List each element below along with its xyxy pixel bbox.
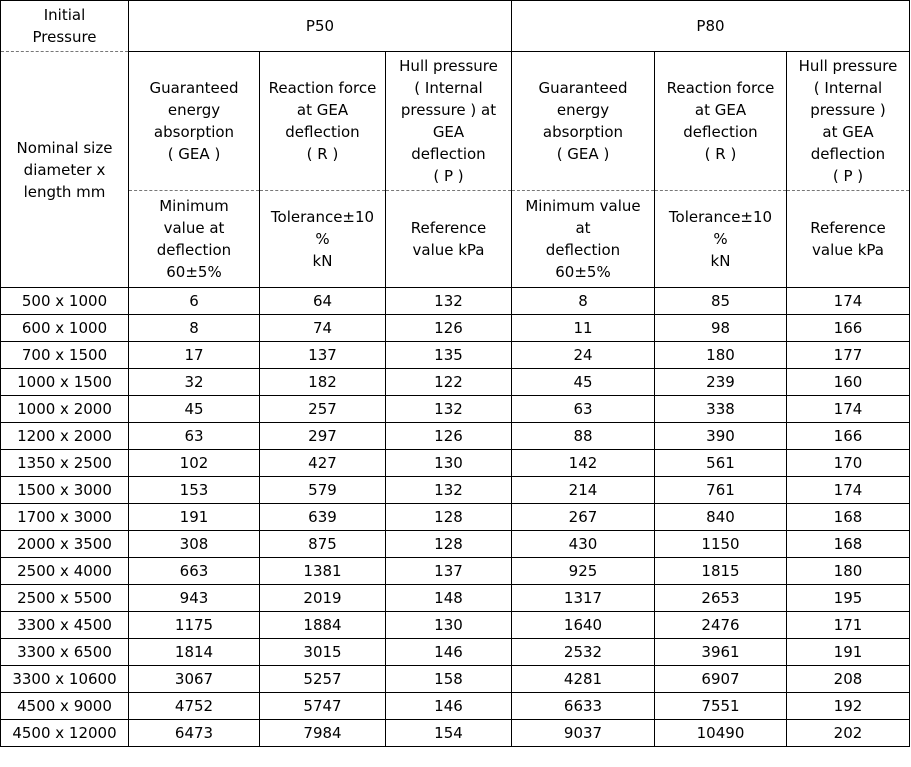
cell-p50-reaction: 137: [260, 342, 386, 369]
cell-p50-hull: 126: [386, 423, 512, 450]
cell-p50-hull: 158: [386, 666, 512, 693]
cell-p80-gea: 24: [512, 342, 655, 369]
cell-p80-hull: 160: [787, 369, 910, 396]
cell-p80-reaction: 761: [655, 477, 787, 504]
cell-p50-gea: 153: [129, 477, 260, 504]
cell-p80-gea: 214: [512, 477, 655, 504]
cell-p50-hull: 130: [386, 450, 512, 477]
cell-p50-hull: 146: [386, 639, 512, 666]
cell-p50-reaction: 3015: [260, 639, 386, 666]
table-row: [1, 720, 910, 747]
cell-p80-hull: 195: [787, 585, 910, 612]
cell-p80-hull: 170: [787, 450, 910, 477]
cell-size: 4500 x 12000: [1, 720, 129, 747]
p50-group-header: P50: [129, 1, 512, 52]
cell-p80-hull: 208: [787, 666, 910, 693]
cell-p80-gea: 1640: [512, 612, 655, 639]
cell-p80-gea: 142: [512, 450, 655, 477]
cell-p50-hull: 132: [386, 477, 512, 504]
table-row: [1, 612, 910, 639]
cell-p80-gea: 4281: [512, 666, 655, 693]
cell-p80-reaction: 840: [655, 504, 787, 531]
cell-p50-reaction: 5747: [260, 693, 386, 720]
table-row: [1, 585, 910, 612]
table-row: [1, 693, 910, 720]
cell-p80-gea: 925: [512, 558, 655, 585]
cell-p80-gea: 88: [512, 423, 655, 450]
cell-p50-gea: 17: [129, 342, 260, 369]
p50-reaction-unit: Tolerance±10 % kN: [260, 191, 386, 288]
cell-p80-reaction: 98: [655, 315, 787, 342]
cell-p80-reaction: 239: [655, 369, 787, 396]
cell-p50-gea: 6473: [129, 720, 260, 747]
cell-p50-gea: 4752: [129, 693, 260, 720]
cell-p80-reaction: 2653: [655, 585, 787, 612]
cell-p50-gea: 102: [129, 450, 260, 477]
cell-size: 1200 x 2000: [1, 423, 129, 450]
table-row: [1, 288, 910, 315]
table-row: [1, 666, 910, 693]
cell-p80-hull: 166: [787, 315, 910, 342]
cell-p80-gea: 45: [512, 369, 655, 396]
cell-p80-hull: 177: [787, 342, 910, 369]
cell-p80-hull: 171: [787, 612, 910, 639]
cell-p50-reaction: 182: [260, 369, 386, 396]
cell-size: 1350 x 2500: [1, 450, 129, 477]
table-row: [1, 369, 910, 396]
p50-gea-header: Guaranteed energy absorption ( GEA ): [129, 52, 260, 191]
cell-p50-hull: 128: [386, 531, 512, 558]
cell-size: 2500 x 5500: [1, 585, 129, 612]
cell-p50-hull: 137: [386, 558, 512, 585]
cell-p50-reaction: 2019: [260, 585, 386, 612]
cell-p50-gea: 943: [129, 585, 260, 612]
cell-size: 700 x 1500: [1, 342, 129, 369]
cell-p80-gea: 1317: [512, 585, 655, 612]
cell-p80-hull: 180: [787, 558, 910, 585]
table-header: [1, 1, 910, 288]
cell-size: 2000 x 3500: [1, 531, 129, 558]
cell-p50-reaction: 639: [260, 504, 386, 531]
table-row: [1, 504, 910, 531]
cell-p50-gea: 191: [129, 504, 260, 531]
cell-p50-gea: 308: [129, 531, 260, 558]
cell-p80-gea: 267: [512, 504, 655, 531]
cell-p50-gea: 1814: [129, 639, 260, 666]
p50-hull-unit: Reference value kPa: [386, 191, 512, 288]
p80-reaction-header: Reaction force at GEA deflection ( R ): [655, 52, 787, 191]
cell-p50-gea: 45: [129, 396, 260, 423]
p80-reaction-unit: Tolerance±10 % kN: [655, 191, 787, 288]
cell-p50-reaction: 74: [260, 315, 386, 342]
table-row: [1, 477, 910, 504]
cell-p80-hull: 168: [787, 531, 910, 558]
cell-size: 3300 x 4500: [1, 612, 129, 639]
cell-p50-hull: 135: [386, 342, 512, 369]
cell-size: 600 x 1000: [1, 315, 129, 342]
cell-size: 2500 x 4000: [1, 558, 129, 585]
cell-p80-gea: 2532: [512, 639, 655, 666]
cell-p80-hull: 192: [787, 693, 910, 720]
cell-p80-reaction: 561: [655, 450, 787, 477]
nominal-size-header: Nominal size diameter x length mm: [1, 52, 129, 288]
table-row: [1, 342, 910, 369]
p80-group-header: P80: [512, 1, 910, 52]
cell-p80-hull: 168: [787, 504, 910, 531]
cell-p50-reaction: 257: [260, 396, 386, 423]
table-body: [1, 288, 910, 747]
cell-size: 1500 x 3000: [1, 477, 129, 504]
table-row: [1, 531, 910, 558]
cell-p80-reaction: 3961: [655, 639, 787, 666]
cell-p80-gea: 11: [512, 315, 655, 342]
p50-hull-header: Hull pressure ( Internal pressure ) at GEA deflection ( P ): [386, 52, 512, 191]
cell-p50-hull: 148: [386, 585, 512, 612]
cell-p80-reaction: 1815: [655, 558, 787, 585]
cell-p50-hull: 154: [386, 720, 512, 747]
cell-p50-reaction: 64: [260, 288, 386, 315]
cell-p80-gea: 63: [512, 396, 655, 423]
cell-p80-reaction: 1150: [655, 531, 787, 558]
cell-p80-hull: 174: [787, 288, 910, 315]
cell-p80-hull: 202: [787, 720, 910, 747]
table-row: [1, 558, 910, 585]
cell-p50-hull: 126: [386, 315, 512, 342]
table-row: [1, 396, 910, 423]
cell-p80-reaction: 390: [655, 423, 787, 450]
cell-p50-gea: 6: [129, 288, 260, 315]
cell-p80-reaction: 180: [655, 342, 787, 369]
cell-p80-reaction: 338: [655, 396, 787, 423]
table-row: [1, 450, 910, 477]
table-row: [1, 639, 910, 666]
cell-p50-reaction: 5257: [260, 666, 386, 693]
cell-size: 1700 x 3000: [1, 504, 129, 531]
p80-hull-header: Hull pressure ( Internal pressure ) at GEA deflection ( P ): [787, 52, 910, 191]
cell-p80-reaction: 2476: [655, 612, 787, 639]
cell-p50-reaction: 1381: [260, 558, 386, 585]
cell-p50-reaction: 579: [260, 477, 386, 504]
cell-size: 500 x 1000: [1, 288, 129, 315]
cell-p80-gea: 430: [512, 531, 655, 558]
p80-gea-unit: Minimum value at deflection 60±5%: [512, 191, 655, 288]
cell-size: 4500 x 9000: [1, 693, 129, 720]
cell-p80-reaction: 6907: [655, 666, 787, 693]
cell-p50-gea: 8: [129, 315, 260, 342]
initial-pressure-header: Initial Pressure: [1, 1, 129, 52]
cell-p80-hull: 174: [787, 477, 910, 504]
cell-p50-reaction: 427: [260, 450, 386, 477]
cell-p80-hull: 166: [787, 423, 910, 450]
p50-gea-unit: Minimum value at deflection 60±5%: [129, 191, 260, 288]
cell-p50-hull: 132: [386, 288, 512, 315]
cell-p80-hull: 174: [787, 396, 910, 423]
cell-size: 3300 x 6500: [1, 639, 129, 666]
table-row: [1, 423, 910, 450]
cell-size: 1000 x 1500: [1, 369, 129, 396]
cell-size: 3300 x 10600: [1, 666, 129, 693]
cell-p50-hull: 128: [386, 504, 512, 531]
cell-p50-gea: 32: [129, 369, 260, 396]
cell-p50-reaction: 1884: [260, 612, 386, 639]
cell-p50-hull: 146: [386, 693, 512, 720]
cell-p50-gea: 663: [129, 558, 260, 585]
cell-p50-reaction: 7984: [260, 720, 386, 747]
cell-p50-gea: 3067: [129, 666, 260, 693]
p80-hull-unit: Reference value kPa: [787, 191, 910, 288]
cell-p80-gea: 8: [512, 288, 655, 315]
cell-p80-reaction: 85: [655, 288, 787, 315]
cell-p50-reaction: 297: [260, 423, 386, 450]
cell-p50-reaction: 875: [260, 531, 386, 558]
cell-p80-reaction: 10490: [655, 720, 787, 747]
cell-p50-hull: 130: [386, 612, 512, 639]
cell-p50-hull: 122: [386, 369, 512, 396]
cell-p50-hull: 132: [386, 396, 512, 423]
cell-p80-gea: 6633: [512, 693, 655, 720]
cell-p80-gea: 9037: [512, 720, 655, 747]
p80-gea-header: Guaranteed energy absorption ( GEA ): [512, 52, 655, 191]
cell-p80-hull: 191: [787, 639, 910, 666]
cell-p80-reaction: 7551: [655, 693, 787, 720]
cell-size: 1000 x 2000: [1, 396, 129, 423]
cell-p50-gea: 1175: [129, 612, 260, 639]
cell-p50-gea: 63: [129, 423, 260, 450]
p50-reaction-header: Reaction force at GEA deflection ( R ): [260, 52, 386, 191]
table-row: [1, 315, 910, 342]
